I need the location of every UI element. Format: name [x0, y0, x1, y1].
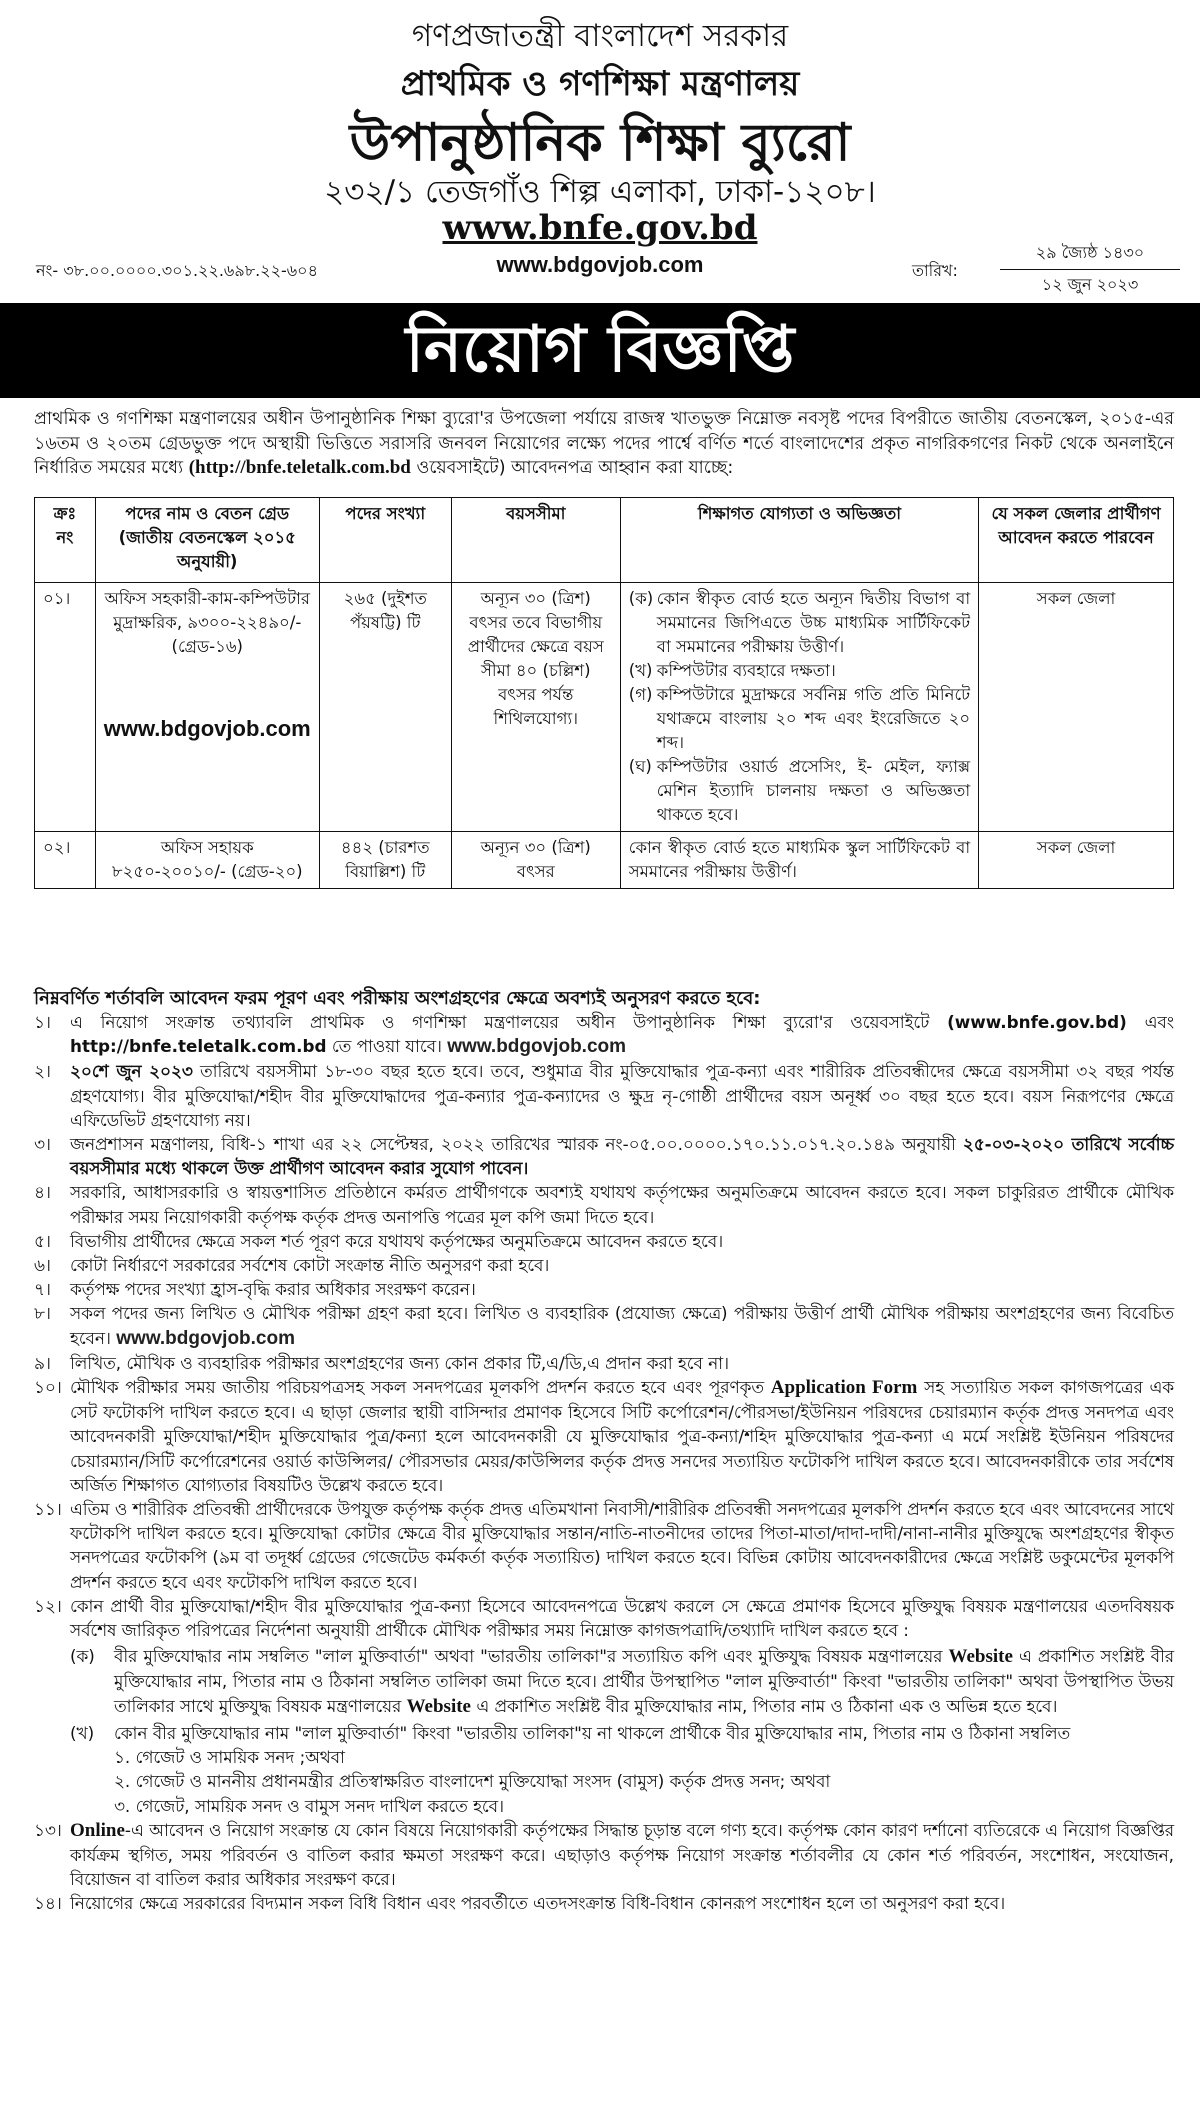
condition-number: ৫। — [34, 1230, 51, 1251]
condition-text — [70, 1010, 1174, 1059]
condition-text-part: এ প্রকাশিত সংশ্লিষ্ট বীর মুক্তিযোদ্ধার নাম, পিতার নাম ও ঠিকানা সম্বলিত তালিকা জমা দিতে হবে। প্রার্থীর উপস্থাপিত "লাল মুক্তিবার্তা" কিংবা "ভারতীয় তালিকা" অথবা উপস্থাপিত উভয় তালিকার সাথে মুক্তিযুদ্ধ বিষয়ক মন্ত্রণালয়ের — [114, 1646, 1174, 1716]
qualification-mark: (গ) — [628, 685, 653, 704]
condition-number: ৮। — [34, 1303, 51, 1324]
cell-count: ২৬৫ (দুইশত পঁয়ষট্টি) টি — [319, 583, 451, 832]
application-link[interactable]: (http://bnfe.teletalk.com.bd — [188, 457, 411, 478]
qualification-text: কোন স্বীকৃত বোর্ড হতে অন্যূন দ্বিতীয় বিভাগ বা সমমানের জিপিএতে উচ্চ মাধ্যমিক সার্টিফিকেট বা সমমানের পরীক্ষায় উত্তীর্ণ। — [656, 589, 971, 656]
qualification-mark: (খ) — [628, 661, 653, 680]
condition-text-part: তারিখে বয়সসীমা ১৮-৩০ বছর হতে হবে। তবে, শুধুমাত্র বীর মুক্তিযোদ্ধার পুত্র-কন্যা এবং শারীরিক প্রতিবন্ধীদের ক্ষেত্রে বয়সসীমা ৩২ বছর পর্যন্ত গ্রহণযোগ্য। বীর মুক্তিযোদ্ধা/শহীদ বীর মুক্তিযোদ্ধাদের পুত্র-কন্যার পুত্র-কন্যাদের ও ক্ষুদ্র নৃ-গোষ্ঠী প্রার্থীদের বয়স অনূর্ধ্ব ৩০ বছর হতে হবে। বয়স নিরূপণের ক্ষেত্রে এফিডেভিট গ্রহণযোগ্য নয়। — [70, 1061, 1175, 1130]
condition-text — [70, 1818, 1174, 1892]
condition-text: কোটা নির্ধারণে সরকারের সর্বশেষ কোটা সংক্রান্ত নীতি অনুসরণ করা হবে। — [70, 1255, 550, 1276]
qualification-text: কম্পিউটারে মুদ্রাক্ষরে সর্বনিম্ন গতি প্রতি মিনিটে যথাক্রমে বাংলায় ২০ শব্দ এবং ইংরেজিতে ২০ শব্দ। — [656, 685, 971, 752]
watermark-inline: www.bdgovjob.com — [116, 1327, 296, 1349]
watermark-top: www.bdgovjob.com — [496, 252, 704, 277]
condition-item — [34, 1059, 1174, 1132]
bureau-title: উপানুষ্ঠানিক শিক্ষা ব্যুরো — [349, 113, 851, 173]
condition-item — [34, 1375, 1174, 1497]
condition-text-part: বীর মুক্তিযোদ্ধার নাম সম্বলিত "লাল মুক্তিবার্তা" অথবা "ভারতীয় তালিকা"র সত্যায়িত কপি এবং মুক্তিযুদ্ধ বিষয়ক মন্ত্রণালয়ের — [114, 1646, 943, 1667]
sub-condition-mark: (খ) — [70, 1722, 95, 1743]
condition-item — [34, 1180, 1174, 1228]
table-row — [35, 832, 1174, 889]
condition-item — [34, 1132, 1174, 1180]
cell-qualification — [620, 583, 978, 832]
notice-title: নিয়োগ বিজ্ঞপ্তি — [405, 313, 795, 387]
website-term: Website — [406, 1695, 471, 1717]
condition-number: ৩। — [34, 1134, 51, 1155]
intro-tail: ওয়েবসাইটে) আবেদনপত্র আহ্বান করা যাচ্ছে: — [416, 458, 734, 478]
condition-number: ১১। — [34, 1499, 62, 1520]
condition-text — [70, 1375, 1174, 1497]
website-link[interactable]: www.bnfe.gov.bd — [442, 208, 758, 248]
condition-item — [34, 1891, 1174, 1915]
condition-item — [34, 1229, 1174, 1253]
condition-item — [34, 1351, 1174, 1375]
condition-text — [70, 1594, 1174, 1818]
col-header-qualification: শিক্ষাগত যোগ্যতা ও অভিজ্ঞতা — [620, 498, 978, 583]
condition-item — [34, 1277, 1174, 1301]
date-block — [1000, 240, 1180, 299]
condition-text: সরকারি, আধাসরকারি ও স্বায়ত্তশাসিত প্রতিষ্ঠানে কর্মরত প্রার্থীগণকে অবশ্যই যথাযথ কর্তৃপক্ষের অনুমতিক্রমে আবেদন করতে হবে। সকল চাকুরিরত প্রার্থীকে মৌখিক পরীক্ষার সময় নিয়োগকারী কর্তৃপক্ষ কর্তৃক প্রদত্ত অনাপত্তি পত্রের মূল কপি জমা দিতে হবে। — [70, 1182, 1174, 1227]
condition-item — [34, 1497, 1174, 1594]
condition-number: ১৪। — [34, 1893, 62, 1914]
cell-qualification: কোন স্বীকৃত বোর্ড হতে মাধ্যমিক স্কুল সার্টিফিকেট বা সমমানের পরীক্ষায় উত্তীর্ণ। — [620, 832, 978, 889]
condition-text-part: সহ সত্যায়িত সকল কাগজপত্রের এক সেট ফটোকপি দাখিল করতে হবে। এ ছাড়া জেলার স্থায়ী বাসিন্দার প্রমাণক হিসেবে সিটি কর্পোরেশন/পৌরসভা/ইউনিয়ন পরিষদের চেয়ারম্যান কর্তৃক প্রদত্ত সনদপত্র এবং আবেদনকারী মুক্তিযোদ্ধা/শহীদ মুক্তিযোদ্ধার পুত্র/কন্যা হলে আবেদনকারী যে মুক্তিযোদ্ধার পুত্র-কন্যা/শহিদ মুক্তিযোদ্ধার পুত্র-কন্যা এ মর্মে সংশ্লিষ্ট ইউনিয়ন পরিষদের চেয়ারম্যান/সিটি কর্পোরেশনের ওয়ার্ড কাউন্সিলর/ পৌরসভার মেয়র/কাউন্সিলর কর্তৃক প্রদত্ত সনদের সত্যায়িত ফটোকপি দাখিল করতে হবে। আবেদনকারীকে তার সর্বশেষ অর্জিত শিক্ষাগত যোগ্যতার বিষয়টিও উল্লেখ করতে হবে। — [70, 1377, 1174, 1495]
cell-age: অন্যূন ৩০ (ত্রিশ) বৎসর — [451, 832, 620, 889]
condition-text-part: কোন প্রার্থী বীর মুক্তিযোদ্ধা/শহীদ বীর মুক্তিযোদ্ধার পুত্র-কন্যা হিসেবে আবেদনপত্রে উল্লেখ করলে সে ক্ষেত্রে প্রমাণক হিসেবে মুক্তিযুদ্ধ বিষয়ক মন্ত্রণালয়ের এতদবিষয়ক সর্বশেষ জারিকৃত পরিপত্রের নির্দেশনা অনুযায়ী প্রার্থীকে মৌখিক পরীক্ষার সময় নিম্নোক্ত কাগজপত্রাদি/তথ্যাদি দাখিল করতে হবে : — [70, 1595, 1174, 1641]
condition-text: বিভাগীয় প্রার্থীদের ক্ষেত্রে সকল শর্ত পূরণ করে যথাযথ কর্তৃপক্ষের অনুমতিক্রমে আবেদন করতে হবে। — [70, 1230, 724, 1251]
bnfe-site-link[interactable]: (www.bnfe.gov.bd) — [947, 1012, 1127, 1032]
condition-text-part: এ প্রকাশিত সংশ্লিষ্ট বীর মুক্তিযোদ্ধার নাম, পিতার নাম ও ঠিকানা এক ও অভিন্ন হতে হবে। — [476, 1695, 1058, 1716]
qualification-list — [629, 587, 970, 827]
watermark-table: www.bdgovjob.com — [103, 716, 311, 741]
conditions-heading: নিম্নবর্ণিত শর্তাবলি আবেদন ফরম পূরণ এবং পরীক্ষায় অংশগ্রহণের ক্ষেত্রে অবশ্যই অনুসরণ করতে হবে: — [34, 988, 761, 1009]
sub-condition — [70, 1644, 1174, 1719]
condition-item — [34, 1010, 1174, 1059]
condition-number: ৪। — [34, 1182, 51, 1203]
col-header-district: যে সকল জেলার প্রার্থীগণ আবেদন করতে পারবেন — [979, 498, 1174, 583]
online-term: Online — [70, 1819, 125, 1841]
website-term: Website — [948, 1646, 1013, 1668]
sub-condition-mark: (ক) — [70, 1646, 95, 1667]
condition-text-bold: ২৫-০৩-২০২০ তারিখে সর্বোচ্চ বয়সসীমার মধ্যে থাকলে উক্ত প্রার্থীগণ আবেদন করার সুযোগ পাবেন। — [70, 1134, 1175, 1179]
government-title: গণপ্রজাতন্ত্রী বাংলাদেশ সরকার — [411, 18, 789, 54]
cell-district: সকল জেলা — [979, 583, 1174, 832]
sub-condition — [70, 1721, 1174, 1745]
cell-age: অন্যূন ৩০ (ত্রিশ) বৎসর তবে বিভাগীয় প্রার্থীদের ক্ষেত্রে বয়স সীমা ৪০ (চল্লিশ) বৎসর পর্যন্ত শিথিলযোগ্য। — [451, 583, 620, 832]
condition-text-part: সকল পদের জন্য লিখিত ও মৌখিক পরীক্ষা গ্রহণ করা হবে। লিখিত ও ব্যবহারিক (প্রযোজ্য ক্ষেত্রে) পরীক্ষায় উত্তীর্ণ প্রার্থী মৌখিক পরীক্ষায় অংশগ্রহণের জন্য বিবেচিত হবেন। — [70, 1303, 1174, 1348]
qualification-item — [629, 755, 970, 827]
condition-text-part: জনপ্রশাসন মন্ত্রণালয়, বিধি-১ শাখা এর ২২ সেপ্টেম্বর, ২০২২ তারিখের স্মারক নং-০৫.০০.০০০০.১৭০.১১.০১৭.২০.১৪৯ অনুযায়ী — [70, 1134, 956, 1155]
cell-count: ৪৪২ (চারশত বিয়াল্লিশ) টি — [319, 832, 451, 889]
cell-post: অফিস সহায়ক ৮২৫০-২০০১০/- (গ্রেড-২০) — [95, 832, 319, 889]
condition-number: ৬। — [34, 1255, 51, 1276]
qualification-text: কম্পিউটার ওয়ার্ড প্রসেসিং, ই- মেইল, ফ্যাক্স মেশিন ইত্যাদি চালনায় দক্ষতা ও অভিজ্ঞতা থাকতে হবে। — [656, 757, 971, 824]
qualification-item — [629, 683, 970, 755]
cell-post — [95, 583, 319, 832]
date-label: তারিখ: — [912, 261, 958, 280]
post-name: অফিস সহকারী-কাম-কম্পিউটার মুদ্রাক্ষরিক, ৯৩০০-২২৪৯০/- (গ্রেড-১৬) — [104, 589, 310, 656]
condition-item — [34, 1594, 1174, 1818]
cell-serial: ০২। — [35, 832, 96, 889]
intro-text: প্রাথমিক ও গণশিক্ষা মন্ত্রণালয়ের অধীন উপানুষ্ঠানিক শিক্ষা ব্যুরো'র উপজেলা পর্যায়ে রাজস্ব খাতভুক্ত নিম্নোক্ত নবসৃষ্ট পদের বিপরীতে জাতীয় বেতনস্কেল, ২০১৫-এর ১৬তম ও ২০তম গ্রেডভুক্ত পদে অস্থায়ী ভিত্তিতে সরাসরি জনবল নিয়োগের লক্ষ্যে পদের পার্শ্বে বর্ণিত শর্তে বাংলাদেশের প্রকৃত নাগরিকগণের নিকট থেকে অনলাইনে নির্ধারিত সময়ের মধ্যে — [34, 409, 1174, 478]
document-option: ১. গেজেট ও সাময়িক সনদ ;অথবা — [114, 1747, 345, 1768]
conditions-list — [34, 1010, 1174, 1916]
qualification-item — [629, 659, 970, 683]
condition-number: ১। — [34, 1012, 51, 1032]
document-option: ৩. গেজেট, সাময়িক সনদ ও বামুস সনদ দাখিল করতে হবে। — [114, 1795, 505, 1816]
office-address: ২৩২/১ তেজগাঁও শিল্প এলাকা, ঢাকা-১২০৮। — [324, 174, 876, 210]
qualification-text: কম্পিউটার ব্যবহারে দক্ষতা। — [656, 661, 836, 680]
condition-number: ১৩। — [34, 1819, 62, 1840]
condition-text: এতিম ও শারীরিক প্রতিবন্ধী প্রার্থীদেরকে উপযুক্ত কর্তৃপক্ষ কর্তৃক প্রদত্ত এতিমখানা নিবাসী/শারীরিক প্রতিবন্ধী সনদপত্রের মূলকপি প্রদর্শন করতে হবে এবং আবেদনের সাথে ফটোকপি দাখিল করতে হবে। মুক্তিযোদ্ধা কোটার ক্ষেত্রে বীর মুক্তিযোদ্ধার সন্তান/নাতি-নাতনীদের তাদের পিতা-মাতা/দাদা-দাদী/নানা-নানীর মুক্তিযুদ্ধে অংশগ্রহণের স্বীকৃত সনদপত্রের ফটোকপি (৯ম বা তদূর্ধ্ব গ্রেডের গেজেটেড কর্মকর্তা কর্তৃক সত্যায়িত) দাখিল করতে হবে। বিভিন্ন কোটায় আবেদনকারীদের ক্ষেত্রে সংশ্লিষ্ট ডকুমেন্টের মূলকপি প্রদর্শন করতে হবে এবং ফটোকপি দাখিল করতে হবে। — [70, 1499, 1174, 1592]
sub-condition-text: কোন বীর মুক্তিযোদ্ধার নাম "লাল মুক্তিবার্তা" কিংবা "ভারতীয় তালিকা"য় না থাকলে প্রার্থীকে বীর মুক্তিযোদ্ধার নাম, পিতার নাম ও ঠিকানা সম্বলিত — [114, 1722, 1071, 1743]
condition-text-part: -এ আবেদন ও নিয়োগ সংক্রান্ত যে কোন বিষয়ে নিয়োগকারী কর্তৃপক্ষের সিদ্ধান্ত চূড়ান্ত বলে গণ্য হবে। কর্তৃপক্ষ কোন কারণ দর্শানো ব্যতিরেকে এ নিয়োগ বিজ্ঞপ্তির কার্যক্রম স্থগিত, সময় পরিবর্তন ও বাতিল করার ক্ষমতা সংরক্ষণ করে। এছাড়াও কর্তৃপক্ষ নিয়োগ সংক্রান্ত শর্তাবলীর যে কোন শর্ত পরিবর্তন, সংশোধন, সংযোজন, বিয়োজন বা বাতিল করার অধিকার সংরক্ষণ করে। — [70, 1819, 1174, 1890]
condition-text — [70, 1132, 1174, 1180]
condition-number: ২। — [34, 1061, 51, 1082]
col-header-age: বয়সসীমা — [451, 498, 620, 583]
condition-item — [34, 1818, 1174, 1892]
condition-text-part: এ নিয়োগ সংক্রান্ত তথ্যাবলি প্রাথমিক ও গণশিক্ষা মন্ত্রণালয়ের অধীন উপানুষ্ঠানিক শিক্ষা ব্যুরো'র ওয়েবসাইটে — [70, 1012, 930, 1032]
vacancy-table — [34, 497, 1174, 889]
condition-text-part: তে পাওয়া যাবে। — [331, 1036, 442, 1057]
col-header-count: পদের সংখ্যা — [319, 498, 451, 583]
condition-text — [70, 1059, 1174, 1132]
condition-text: লিখিত, মৌখিক ও ব্যবহারিক পরীক্ষার অংশগ্রহণের জন্য কোন প্রকার টি,এ/ডি,এ প্রদান করা হবে না। — [70, 1352, 730, 1373]
ministry-title: প্রাথমিক ও গণশিক্ষা মন্ত্রণালয় — [400, 64, 800, 104]
notice-banner — [0, 303, 1200, 398]
col-header-post: পদের নাম ও বেতন গ্রেড (জাতীয় বেতনস্কেল ২০১৫ অনুযায়ী) — [95, 498, 319, 583]
table-row — [35, 583, 1174, 832]
condition-text — [70, 1301, 1174, 1350]
condition-item — [34, 1301, 1174, 1350]
condition-number: ৯। — [34, 1352, 51, 1373]
condition-item — [34, 1253, 1174, 1277]
intro-paragraph — [34, 407, 1174, 481]
col-header-serial: ক্রঃ নং — [35, 498, 96, 583]
date-divider — [1000, 269, 1180, 270]
table-header-row — [35, 498, 1174, 583]
condition-text-part: এবং — [1144, 1012, 1174, 1032]
cell-serial: ০১। — [35, 583, 96, 832]
condition-number: ১২। — [34, 1595, 62, 1616]
document-option: ২. গেজেট ও মাননীয় প্রধানমন্ত্রীর প্রতিস্বাক্ষরিত বাংলাদেশ মুক্তিযোদ্ধা সংসদ (বামুস) কর্তৃক প্রদত্ত সনদ; অথবা — [114, 1771, 831, 1792]
teletalk-link[interactable]: http://bnfe.teletalk.com.bd — [70, 1036, 327, 1057]
memo-number: নং- ৩৮.০০.০০০০.৩০১.২২.৬৯৮.২২-৬০৪ — [36, 261, 318, 280]
qualification-mark: (ক) — [628, 589, 654, 608]
condition-text: কর্তৃপক্ষ পদের সংখ্যা হ্রাস-বৃদ্ধি করার অধিকার সংরক্ষণ করেন। — [70, 1279, 476, 1300]
condition-number: ৭। — [34, 1279, 51, 1300]
qualification-mark: (ঘ) — [628, 757, 652, 776]
qualification-item — [629, 587, 970, 659]
condition-text: নিয়োগের ক্ষেত্রে সরকারের বিদ্যমান সকল বিধি বিধান এবং পরবর্তীতে এতদসংক্রান্ত বিধি-বিধান কোনরূপ সংশোধন হলে তা অনুসরণ করা হবে। — [70, 1893, 1006, 1914]
date-bangla: ২৯ জ্যৈষ্ঠ ১৪৩০ — [1035, 243, 1145, 262]
sub-condition-text — [114, 1644, 1174, 1719]
watermark-inline: www.bdgovjob.com — [447, 1036, 627, 1058]
condition-text-part: মৌখিক পরীক্ষার সময় জাতীয় পরিচয়পত্রসহ সকল সনদপত্রের মূলকপি প্রদর্শন করতে হবে এবং পূরণকৃত — [70, 1377, 764, 1398]
application-form-term: Application Form — [770, 1377, 918, 1399]
condition-number: ১০। — [34, 1377, 62, 1398]
cell-district: সকল জেলা — [979, 832, 1174, 889]
age-cutoff-date: ২০শে জুন ২০২৩ — [70, 1061, 193, 1082]
date-english: ১২ জুন ২০২৩ — [1041, 275, 1139, 294]
